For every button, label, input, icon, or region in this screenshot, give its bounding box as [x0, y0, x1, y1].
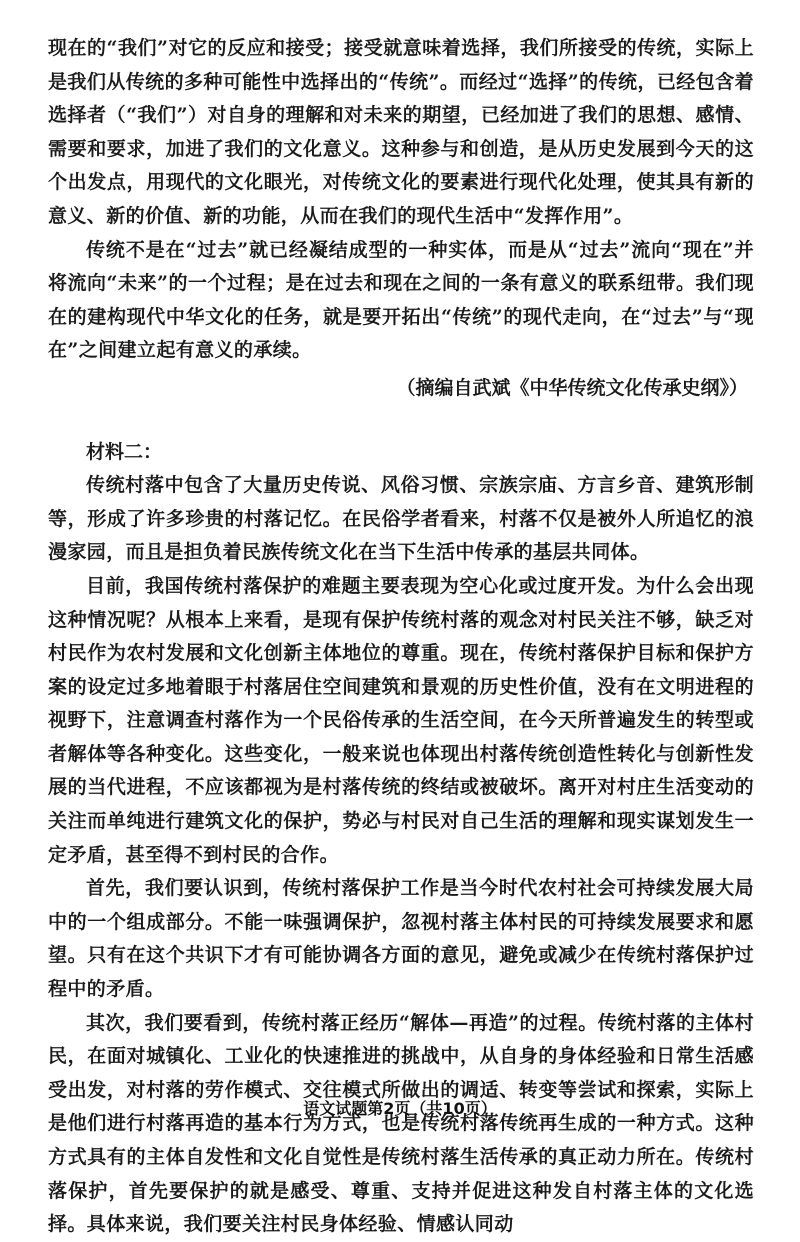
page-footer: 语文试题第2页（共10页） — [303, 1099, 497, 1118]
intro-paragraph-2: 传统不是在“过去”就已经凝结成型的一种实体，而是从“过去”流向“现在”并将流向“未来”的一个过程；是在过去和现在之间的一条有意义的联系纽带。我们现在的建构现代中华文化的任务，就是要开拓出“传统”的现代走向，在“过去”与“现在”之间建立起有意义的承续。 — [48, 238, 754, 362]
material2-paragraph-2: 目前，我国传统村落保护的难题主要表现为空心化或过度开发。为什么会出现这种情况呢？从根本上来看，是现有保护传统村落的观念对村民关注不够，缺乏对村民作为农村发展和文化创新主体地位的尊重。现在，传统村落保护目标和保护方案的设定过多地着眼于村落居住空间建筑和景观的历史性价值，没有在文明进程的视野下，注意调查村落作为一个民俗传承的生活空间，在今天所普遍发生的转型或者解体等各种变化。这些变化，一般来说也体现出村落传统创造性转化与创新性发展的当代进程，不应该都视为是村落传统的终结或被破坏。离开对村庄生活变动的关注而单纯进行建筑文化的保护，势必与村民对自己生活的理解和现实谋划发生一定矛盾，甚至得不到村民的合作。 — [48, 574, 754, 866]
material2-paragraph-4: 其次，我们要看到，传统村落正经历“解体—再造”的过程。传统村落的主体村民，在面对城镇化、工业化的快速推进的挑战中，从自身的身体经验和日常生活感受出发，对村落的劳作模式、交往模式所做出的调适、转变等尝试和探索，实际上是他们进行村落再造的基本行为方式，也是传统村落传统再生成的一种方式。这种方式具有的主体自发性和文化自觉性是传统村落生活传承的真正动力所在。传统村落保护，首先要保护的就是感受、尊重、支持并促进这种发自村落主体的文化选择。具体来说，我们要关注村民身体经验、情感认同动 — [48, 1011, 754, 1236]
material2-paragraph-1: 传统村落中包含了大量历史传说、风俗习惯、宗族宗庙、方言乡音、建筑形制等，形成了许多珍贵的村落记忆。在民俗学者看来，村落不仅是被外人所追忆的浪漫家园，而且是担负着民族传统文化在当下生活中传承的基层共同体。 — [48, 474, 754, 564]
source-citation: （摘编自武斌《中华传统文化传承史纲》） — [396, 376, 748, 399]
material2-paragraph-3: 首先，我们要认识到，传统村落保护工作是当今时代农村社会可持续发展大局中的一个组成部分。不能一味强调保护，忽视村落主体村民的可持续发展要求和愿望。只有在这个共识下才有可能协调各方面的意见，避免或减少在传统村落保护过程中的矛盾。 — [48, 877, 754, 1001]
exam-page — [48, 32, 754, 1242]
intro-paragraph-1: 现在的“我们”对它的反应和接受；接受就意味着选择，我们所接受的传统，实际上是我们从传统的多种可能性中选择出的“传统”。而经过“选择”的传统，已经包含着选择者（“我们”）对自身的理解和对未来的期望，已经加进了我们的思想、感情、需要和要求，加进了我们的文化意义。这种参与和创造，是从历史发展到今天的这个出发点，用现代的文化眼光，对传统文化的要素进行现代化处理，使其具有新的意义、新的价值、新的功能，从而在我们的现代生活中“发挥作用”。 — [48, 37, 754, 227]
material2-heading: 材料二： — [86, 440, 163, 463]
